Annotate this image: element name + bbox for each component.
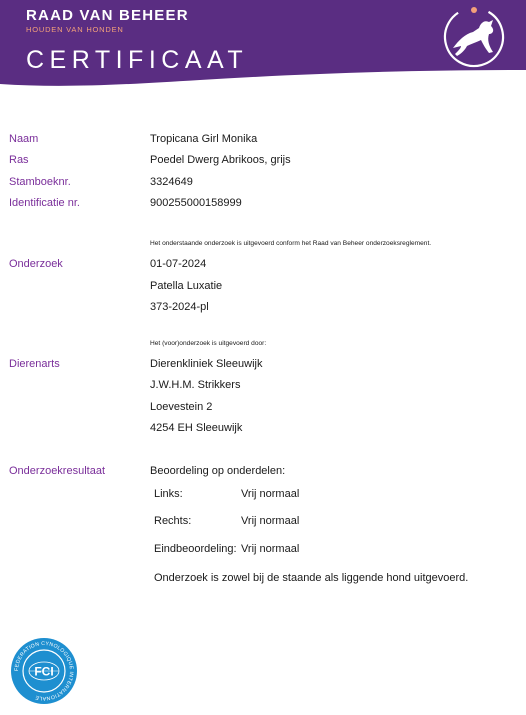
fci-ring-text: FEDERATION CYNOLOGIQUE INTERNATIONALE <box>13 640 75 702</box>
fci-logo-icon <box>10 637 78 705</box>
breed-label: Ras <box>9 154 29 166</box>
examination-label: Onderzoek <box>9 258 63 270</box>
examination-note: Het onderstaande onderzoek is uitgevoerd conform het Raad van Beheer onderzoeksreglement. <box>150 240 432 247</box>
breed-value: Poedel Dwerg Abrikoos, grijs <box>150 154 291 166</box>
left-label: Links: <box>154 488 183 500</box>
vet-note: Het (voor)onderzoek is uitgevoerd door: <box>150 340 267 347</box>
fci-logo-text: FCI <box>34 664 54 679</box>
page-title: CERTIFICAAT <box>26 46 249 74</box>
right-label: Rechts: <box>154 515 192 527</box>
pedigree-number-label: Stamboeknr. <box>9 176 71 188</box>
organization-tagline: HOUDEN VAN HONDEN <box>26 25 124 34</box>
result-label: Onderzoekresultaat <box>9 465 105 477</box>
final-assessment-value: Vrij normaal <box>241 543 300 555</box>
final-assessment-label: Eindbeoordeling: <box>154 543 237 555</box>
result-intro: Beoordeling op onderdelen: <box>150 465 286 477</box>
certificate-header <box>0 0 526 92</box>
examination-code: 373-2024-pl <box>150 301 209 313</box>
vet-label: Dierenarts <box>9 358 60 370</box>
vet-name: J.W.H.M. Strikkers <box>150 379 241 391</box>
pedigree-number-value: 3324649 <box>150 176 193 188</box>
organization-name: RAAD VAN BEHEER <box>26 7 189 24</box>
result-statement: Onderzoek is zowel bij de staande als liggende hond uitgevoerd. <box>154 572 469 584</box>
left-value: Vrij normaal <box>241 488 300 500</box>
right-value: Vrij normaal <box>241 515 300 527</box>
vet-city: 4254 EH Sleeuwijk <box>150 422 243 434</box>
identification-label: Identificatie nr. <box>9 197 80 209</box>
name-label: Naam <box>9 133 39 145</box>
vet-clinic: Dierenkliniek Sleeuwijk <box>150 358 263 370</box>
name-value: Tropicana Girl Monika <box>150 133 258 145</box>
vet-street: Loevestein 2 <box>150 401 213 413</box>
examination-date: 01-07-2024 <box>150 258 207 270</box>
dog-logo-icon <box>441 4 507 70</box>
examination-type: Patella Luxatie <box>150 280 223 292</box>
identification-value: 900255000158999 <box>150 197 242 209</box>
